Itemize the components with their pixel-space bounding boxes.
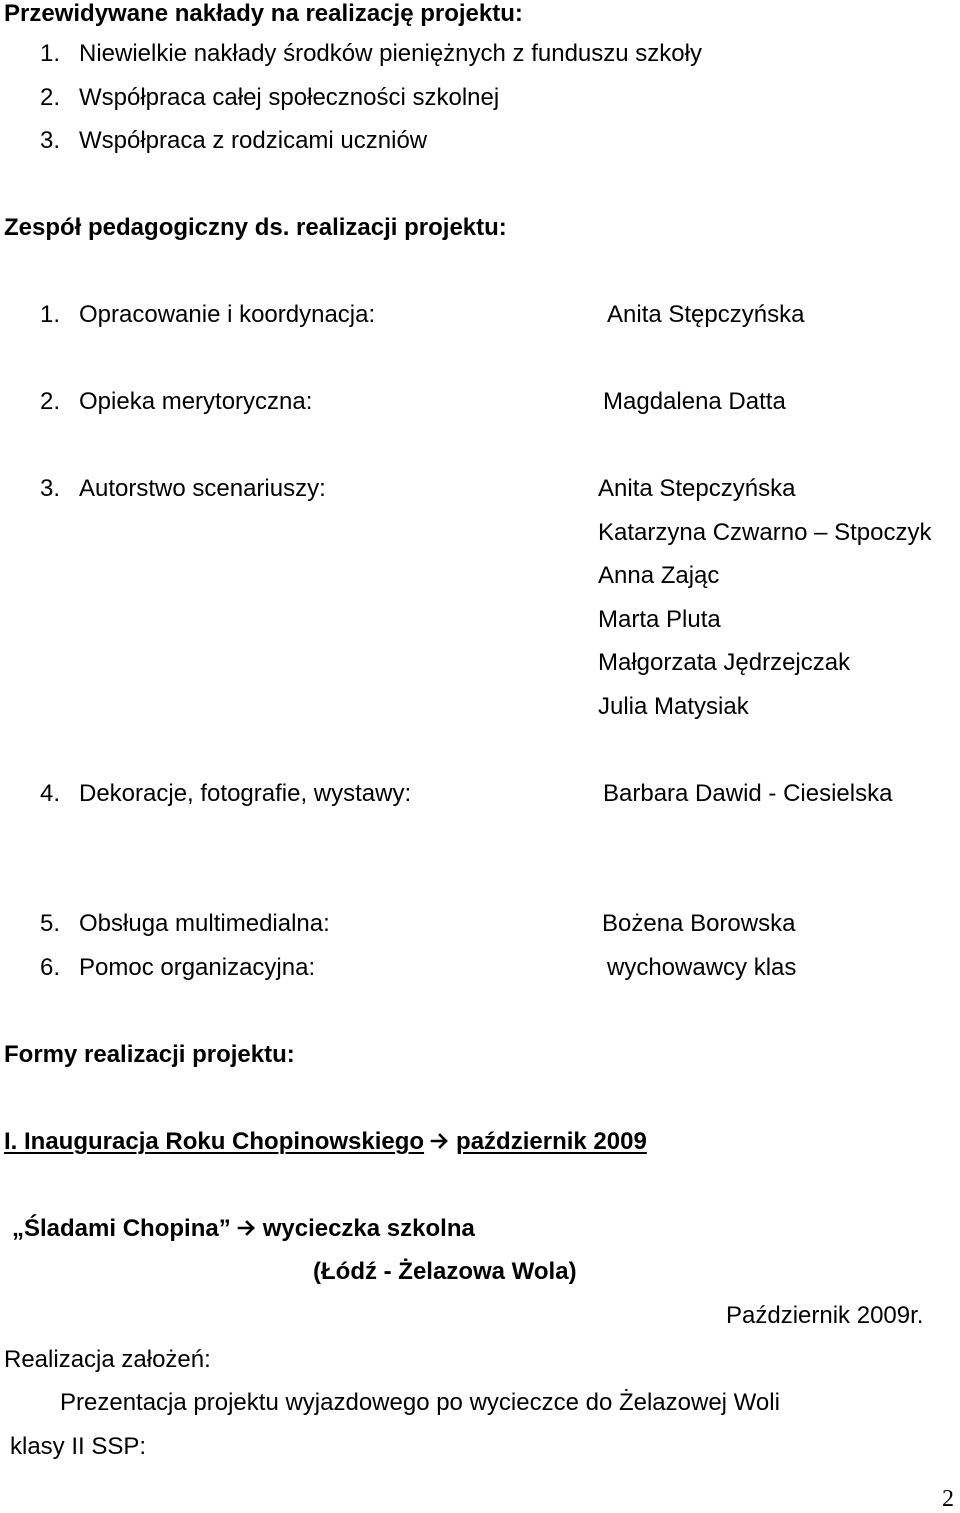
list-item: Współpraca z rodzicami uczniów (79, 127, 428, 154)
costs-heading: Przewidywane nakłady na realizację projektu: (4, 0, 523, 27)
realization-label: Realizacja założeń: (4, 1346, 211, 1373)
person-name: wychowawcy klas (607, 954, 797, 981)
trip-line (12, 1215, 475, 1243)
role-label: Obsługa multimedialna: (79, 910, 330, 937)
list-number: 5. (40, 910, 61, 937)
list-number: 1. (40, 301, 61, 328)
list-number: 2. (40, 84, 61, 111)
person-name: Bożena Borowska (602, 910, 796, 937)
person-name: Anita Stępczyńska (607, 301, 805, 328)
list-item: Współpraca całej społeczności szkolnej (79, 84, 500, 111)
person-name: Anna Zając (598, 562, 720, 589)
person-name: Anita Stepczyńska (598, 475, 796, 502)
forms-heading: Formy realizacji projektu: (4, 1041, 295, 1068)
page-number: 2 (942, 1486, 954, 1512)
right-arrow-icon (430, 1130, 450, 1150)
list-number: 1. (40, 40, 61, 67)
list-number: 2. (40, 388, 61, 415)
list-number: 3. (40, 475, 61, 502)
section-date: październik 2009 (456, 1128, 647, 1155)
trip-title: „Śladami Chopina” (12, 1215, 231, 1242)
list-number: 4. (40, 780, 61, 807)
role-label: Pomoc organizacyjna: (79, 954, 316, 981)
list-number: 6. (40, 954, 61, 981)
section-title-text: I. Inauguracja Roku Chopinowskiego (4, 1128, 425, 1155)
trip-route: (Łódź - Żelazowa Wola) (313, 1258, 577, 1285)
right-arrow-icon (237, 1217, 257, 1237)
role-label: Dekoracje, fotografie, wystawy: (79, 780, 412, 807)
team-heading: Zespół pedagogiczny ds. realizacji projektu: (4, 214, 507, 241)
presentation-text: Prezentacja projektu wyjazdowego po wycieczce do Żelazowej Woli (60, 1389, 780, 1416)
list-number: 3. (40, 127, 61, 154)
person-name: Julia Matysiak (598, 693, 749, 720)
person-name: Marta Pluta (598, 606, 721, 633)
trip-label: wycieczka szkolna (262, 1215, 475, 1242)
section-title (4, 1128, 647, 1156)
list-item: Niewielkie nakłady środków pieniężnych z funduszu szkoły (79, 40, 702, 67)
class-label: klasy II SSP: (10, 1433, 147, 1460)
person-name: Barbara Dawid - Ciesielska (603, 780, 893, 807)
role-label: Autorstwo scenariuszy: (79, 475, 326, 502)
role-label: Opracowanie i koordynacja: (79, 301, 376, 328)
person-name: Katarzyna Czwarno – Stpoczyk (598, 519, 932, 546)
person-name: Magdalena Datta (603, 388, 786, 415)
trip-date: Październik 2009r. (726, 1302, 924, 1329)
person-name: Małgorzata Jędrzejczak (598, 649, 851, 676)
role-label: Opieka merytoryczna: (79, 388, 313, 415)
